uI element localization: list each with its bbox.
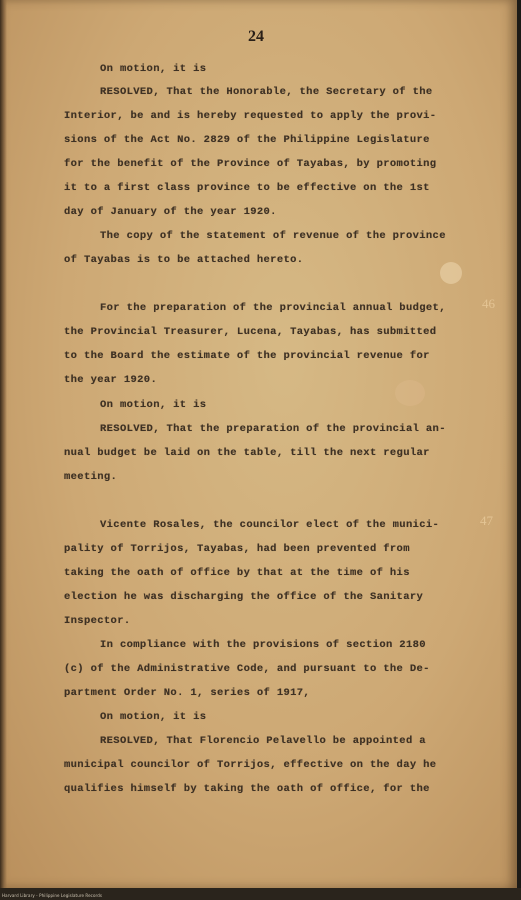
text-line: election he was discharging the office of the Sanitary: [64, 591, 424, 603]
text-line: Inspector.: [64, 615, 131, 627]
text-line: qualifies himself by taking the oath of office, for the: [64, 783, 430, 795]
margin-number: 46: [482, 296, 495, 311]
text-line: Vicente Rosales, the councilor elect of the munici-: [100, 519, 440, 531]
text-line: to the Board the estimate of the provincial revenue for: [64, 350, 430, 362]
text-line: On motion, it is: [100, 711, 207, 723]
text-line: RESOLVED, That Florencio Pelavello be appointed a: [100, 735, 426, 747]
text-line: RESOLVED, That the Honorable, the Secretary of the: [100, 86, 433, 98]
margin-number: 47: [480, 513, 493, 528]
text-line: pality of Torrijos, Tayabas, had been prevented from: [64, 543, 410, 555]
page-number: 24: [248, 28, 264, 45]
paper-stain: [440, 262, 462, 284]
text-line: The copy of the statement of revenue of the province: [100, 230, 446, 242]
text-line: Interior, be and is hereby requested to apply the provi-: [64, 110, 437, 122]
text-line: partment Order No. 1, series of 1917,: [64, 687, 311, 699]
text-line: municipal councilor of Torrijos, effective on the day he: [64, 759, 437, 771]
text-line: In compliance with the provisions of section 2180: [100, 639, 426, 651]
text-line: For the preparation of the provincial annual budget,: [100, 302, 446, 314]
text-line: (c) of the Administrative Code, and pursuant to the De-: [64, 663, 430, 675]
text-line: the year 1920.: [64, 374, 158, 386]
page-left-edge: [0, 0, 7, 893]
text-line: On motion, it is: [100, 399, 207, 411]
text-line: for the benefit of the Province of Tayabas, by promoting: [64, 158, 437, 170]
text-line: On motion, it is: [100, 63, 207, 75]
text-line: day of January of the year 1920.: [64, 206, 277, 218]
text-line: RESOLVED, That the preparation of the provincial an-: [100, 423, 446, 435]
text-line: meeting.: [64, 471, 118, 483]
text-line: taking the oath of office by that at the time of his: [64, 567, 410, 579]
text-line: sions of the Act No. 2829 of the Philippine Legislature: [64, 134, 430, 146]
text-line: nual budget be laid on the table, till the next regular: [64, 447, 430, 459]
text-line: of Tayabas is to be attached hereto.: [64, 254, 304, 266]
scan-footer-text: Harvard Library - Philippine Legislature Records: [2, 893, 103, 898]
paper-stain: [395, 380, 425, 406]
text-line: the Provincial Treasurer, Lucena, Tayabas, has submitted: [64, 326, 437, 338]
text-line: it to a first class province to be effective on the 1st: [64, 182, 430, 194]
